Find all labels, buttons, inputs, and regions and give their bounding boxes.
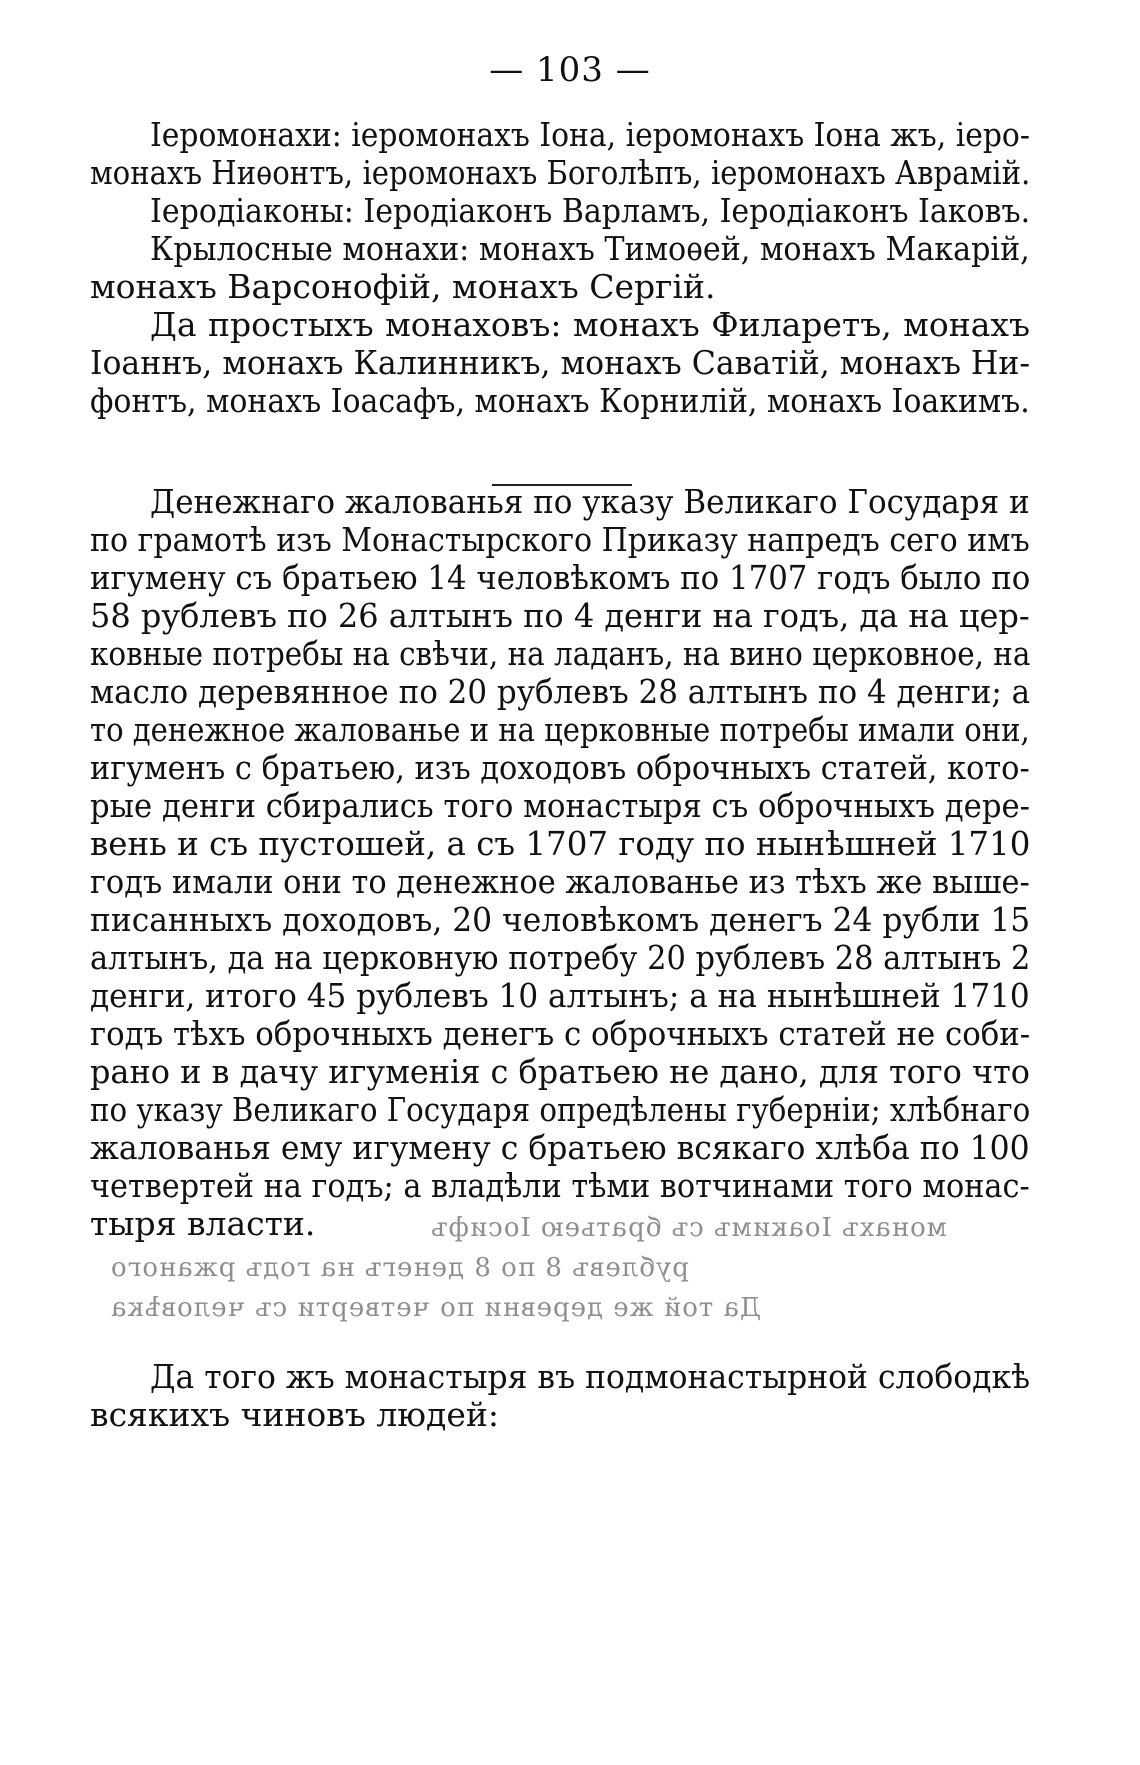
text-line: масло деревянное по 20 рублевъ 28 алтынъ по 4 денги; а bbox=[90, 672, 1031, 711]
text-line: годъ тѣхъ оброчныхъ денегъ с оброчныхъ статей не соби- bbox=[90, 1014, 1031, 1053]
text-line: Іеродіаконы: Іеродіаконъ Варламъ, Іеродіаконъ Іаковъ. bbox=[150, 191, 1031, 230]
text-line: Крылосные монахи: монахъ Тимоѳей, монахъ Макарій, bbox=[150, 229, 1030, 268]
text-line: всякихъ чиновъ людей: bbox=[90, 1395, 499, 1434]
text-line: Іеромонахи: іеромонахъ Іона, іеромонахъ Іона жъ, іеро- bbox=[150, 115, 1030, 154]
text-line: рано и в дачу игуменія с братьею не дано, для того что bbox=[90, 1052, 1030, 1091]
bleed-through-line: монахъ Іоакимъ съ братьею Іосифъ bbox=[430, 1213, 947, 1243]
text-line: 58 рублевъ по 26 алтынъ по 4 денги на годъ, да на цер- bbox=[90, 596, 1030, 635]
text-line: писанныхъ доходовъ, 20 человѣкомъ денегъ 24 рубли 15 bbox=[90, 900, 1031, 939]
text-line: по указу Великаго Государя опредѣлены губерніи; хлѣбнаго bbox=[90, 1090, 1031, 1129]
text-line: жалованья ему игумену с братьею всякаго хлѣба по 100 bbox=[90, 1128, 1030, 1167]
text-line: фонтъ, монахъ Іоасафъ, монахъ Корнилій, монахъ Іоакимъ. bbox=[90, 381, 1030, 420]
text-line: вень и съ пустошей, а съ 1707 году по нынѣшней 1710 bbox=[90, 824, 1031, 863]
text-line: то денежное жалованье и на церковные потребы имали они, bbox=[90, 710, 1030, 749]
text-line: годъ имали они то денежное жалованье из тѣхъ же выше- bbox=[90, 862, 1030, 901]
text-line: игумену съ братьею 14 человѣкомъ по 1707 годъ было по bbox=[90, 558, 1031, 597]
text-line: Денежнаго жалованья по указу Великаго Государя и bbox=[150, 482, 1030, 521]
text-line: денги, итого 45 рублевъ 10 алтынъ; а на нынѣшней 1710 bbox=[90, 976, 1030, 1015]
text-line: четвертей на годъ; а владѣли тѣми вотчинами того монас- bbox=[90, 1166, 1030, 1205]
text-line: Да того жъ монастыря въ подмонастырной слободкѣ bbox=[150, 1357, 1031, 1396]
text-line: тыря власти. bbox=[90, 1204, 316, 1243]
text-line: монахъ Варсонофій, монахъ Сергій. bbox=[90, 267, 716, 306]
text-line: ковные потребы на свѣчи, на ладанъ, на вино церковное, на bbox=[90, 634, 1031, 673]
bleed-through-line: Да той же деревни по четверти съ человѣка bbox=[110, 1293, 762, 1323]
text-line: игуменъ с братьею, изъ доходовъ оброчныхъ статей, кото- bbox=[90, 748, 1030, 787]
text-line: Іоаннъ, монахъ Калинникъ, монахъ Саватій, монахъ Ни- bbox=[90, 343, 1031, 382]
bleed-through-line: рублевъ 8 по 8 денегъ на годъ ржаного bbox=[110, 1253, 689, 1283]
text-line: по грамотѣ изъ Монастырского Приказу напредъ сего имъ bbox=[90, 520, 1030, 559]
page-number: — 103 — bbox=[489, 50, 651, 90]
text-line: алтынъ, да на церковную потребу 20 рублевъ 28 алтынъ 2 bbox=[90, 938, 1031, 977]
text-line: монахъ Ниѳонтъ, іеромонахъ Боголѣпъ, іеромонахъ Аврамій. bbox=[90, 153, 1031, 192]
text-line: рые денги сбирались того монастыря съ оброчныхъ дере- bbox=[90, 786, 1030, 825]
text-line: Да простыхъ монаховъ: монахъ Филаретъ, монахъ bbox=[150, 305, 1030, 344]
